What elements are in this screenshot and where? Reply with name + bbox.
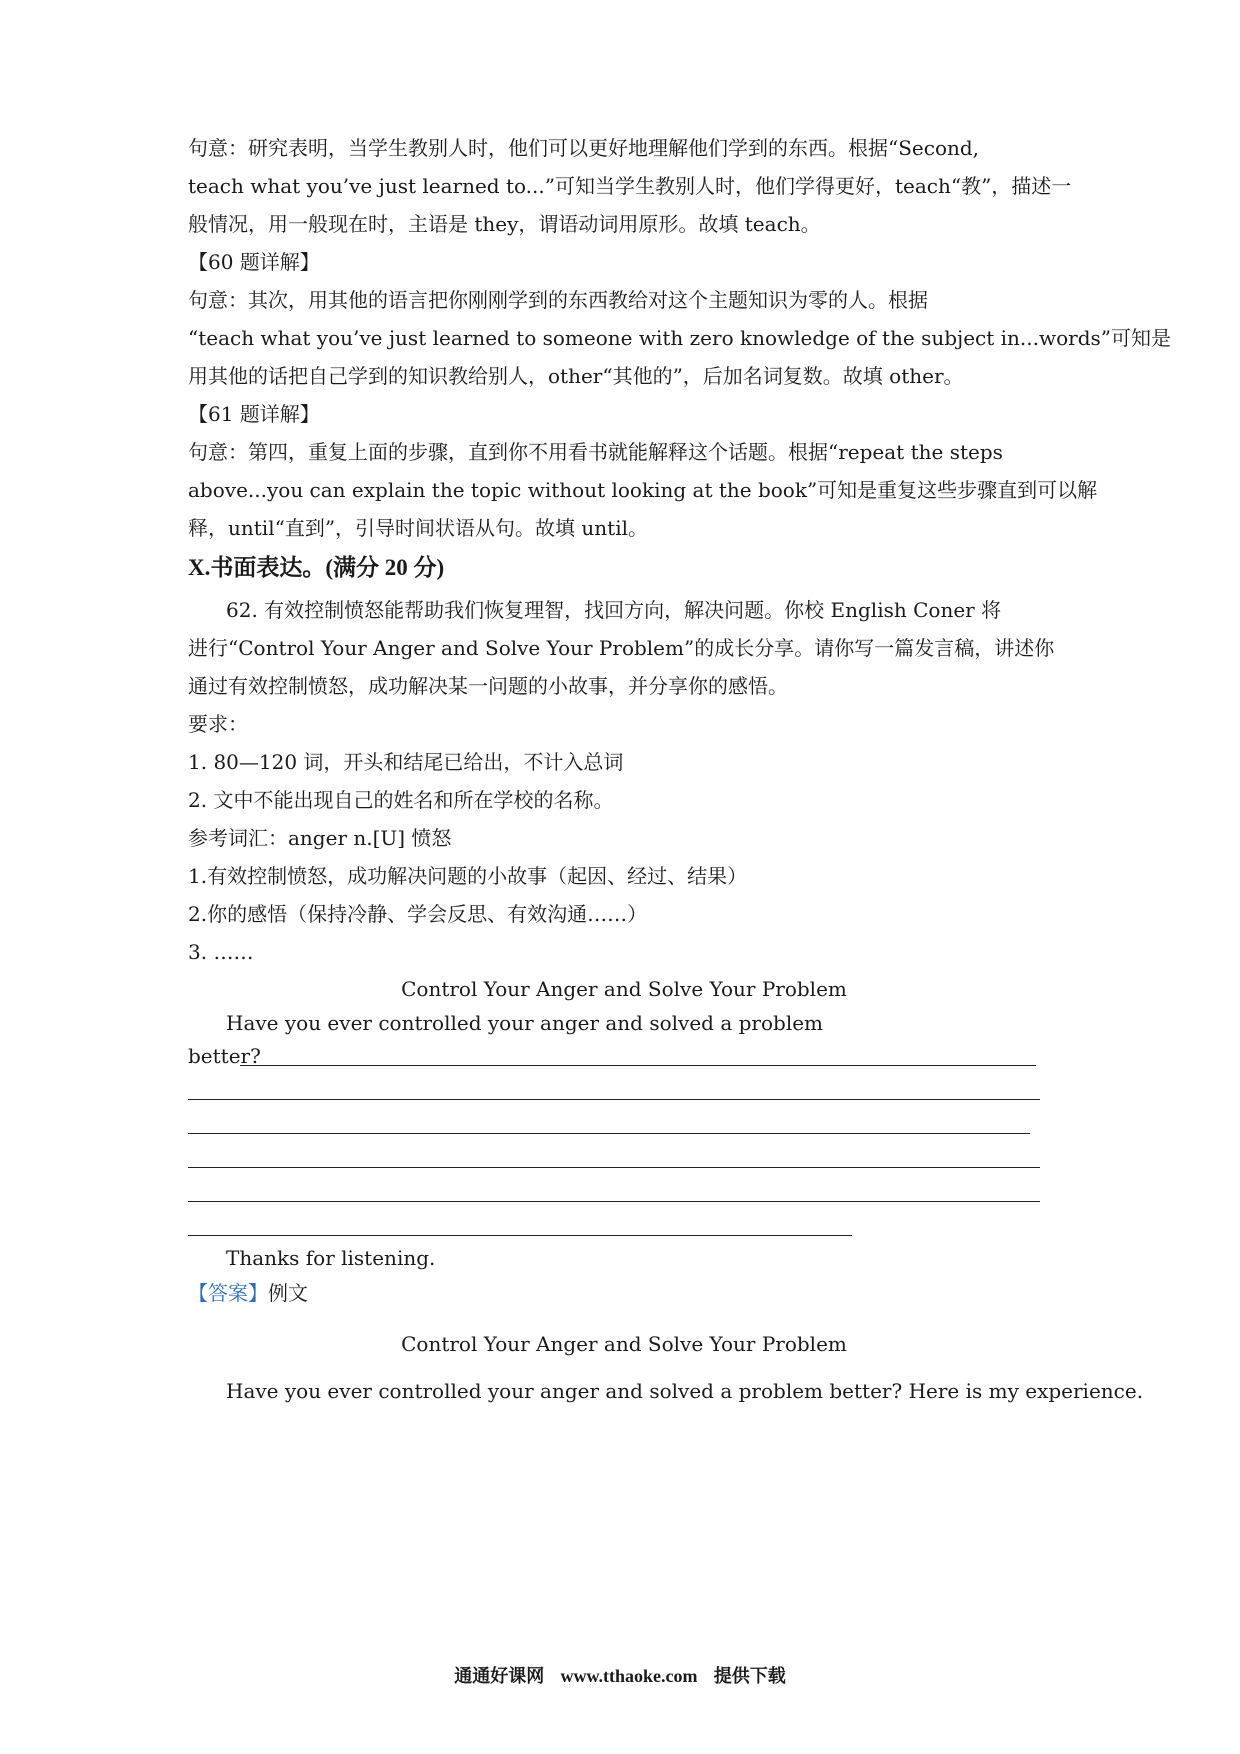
explanation-line: 释，until“直到”，引导时间状语从句。故填 until。 <box>188 516 648 540</box>
footer-suffix: 提供下载 <box>713 1666 786 1687</box>
section-title: X.书面表达。(满分 20 分) <box>188 555 445 580</box>
writing-line[interactable] <box>188 1235 852 1236</box>
page-footer <box>0 1664 1240 1689</box>
footer-url[interactable]: www.tthaoke.com <box>560 1666 698 1686</box>
requirement-item: 2. 文中不能出现自己的姓名和所在学校的名称。 <box>188 788 614 812</box>
explanation-line: above...you can explain the topic without looking at the book”可知是重复这些步骤直到可以解 <box>188 478 1098 502</box>
writing-line[interactable] <box>188 1133 1030 1134</box>
vocabulary-hint: 参考词汇：anger n.[U] 愤怒 <box>188 826 452 850</box>
writing-line[interactable] <box>188 1201 1040 1202</box>
prompt-line: 进行“Control Your Anger and Solve Your Problem”的成长分享。请你写一篇发言稿，讲述你 <box>188 636 1055 660</box>
requirements-label: 要求： <box>188 712 248 736</box>
writing-line[interactable] <box>240 1065 1036 1066</box>
explanation-line: 句意：研究表明，当学生教别人时，他们可以更好地理解他们学到的东西。根据“Second, <box>188 136 980 160</box>
explanation-line: teach what you’ve just learned to...”可知当学生教别人时，他们学得更好，teach“教”，描述一 <box>188 174 1072 198</box>
answer-essay-line: Have you ever controlled your anger and solved a problem better? Here is my experience. <box>226 1379 1144 1403</box>
requirement-item: 3. …… <box>188 940 254 964</box>
explanation-line: 句意：其次，用其他的语言把你刚刚学到的东西教给对这个主题知识为零的人。根据 <box>188 288 928 312</box>
explanation-line: 般情况，用一般现在时，主语是 they，谓语动词用原形。故填 teach。 <box>188 212 821 236</box>
writing-line[interactable] <box>188 1167 1040 1168</box>
requirement-item: 1. 80—120 词，开头和结尾已给出，不计入总词 <box>188 750 624 774</box>
writing-line[interactable] <box>188 1099 1040 1100</box>
requirement-item: 1.有效控制愤怒，成功解决问题的小故事（起因、经过、结果） <box>188 864 748 888</box>
essay-title: Control Your Anger and Solve Your Problem <box>401 977 847 1001</box>
explanation-line: “teach what you’ve just learned to someone with zero knowledge of the subject in...words”可知是 <box>188 326 1172 350</box>
essay-opening-continued: better? <box>188 1044 261 1068</box>
answer-tag: 【答案】 <box>188 1281 268 1305</box>
question-61-heading: 【61 题详解】 <box>188 402 320 426</box>
question-60-heading: 【60 题详解】 <box>188 250 320 274</box>
prompt-line: 通过有效控制愤怒，成功解决某一问题的小故事，并分享你的感悟。 <box>188 674 788 698</box>
footer-site-name: 通通好课网 <box>454 1666 545 1687</box>
essay-closing: Thanks for listening. <box>226 1246 436 1270</box>
requirement-item: 2.你的感悟（保持冷静、学会反思、有效沟通……） <box>188 902 648 926</box>
answer-essay-title: Control Your Anger and Solve Your Problem <box>401 1332 847 1356</box>
prompt-line: 62. 有效控制愤怒能帮助我们恢复理智，找回方向，解决问题。你校 English Coner 将 <box>226 598 1002 622</box>
explanation-line: 句意：第四，重复上面的步骤，直到你不用看书就能解释这个话题。根据“repeat the steps <box>188 440 1003 464</box>
answer-heading <box>188 1279 308 1307</box>
explanation-line: 用其他的话把自己学到的知识教给别人，other“其他的”，后加名词复数。故填 other。 <box>188 364 964 388</box>
answer-label: 例文 <box>268 1281 308 1305</box>
essay-opening: Have you ever controlled your anger and solved a problem <box>226 1011 824 1035</box>
